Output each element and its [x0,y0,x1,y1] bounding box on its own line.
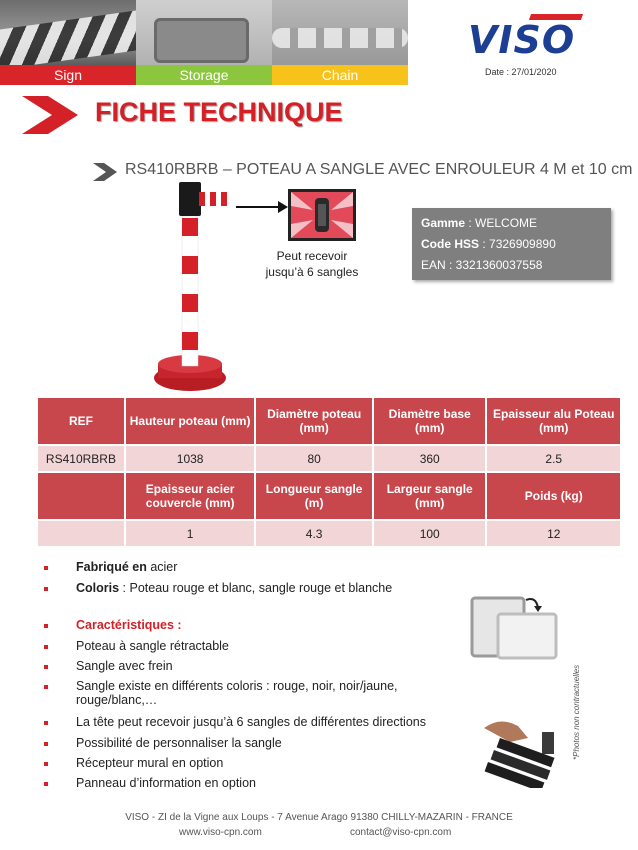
document-date: Date : 27/01/2020 [485,67,557,77]
page-title: FICHE TECHNIQUE [95,97,343,127]
footer-address: VISO - ZI de la Vigne aux Loups - 7 Avenue Arago 91380 CHILLY-MAZARIN - FRANCE [125,812,513,823]
info-panel-image [470,594,560,664]
caption-line: Peut recevoir [276,249,348,263]
table-header-cell: Poids (kg) [486,472,621,520]
chevron-right-icon [22,96,78,134]
table-header-cell: Diamètre base (mm) [373,397,487,445]
table-cell: 12 [486,520,621,547]
feature-list [44,560,434,796]
table-cell: 1 [125,520,255,547]
list-item: Panneau d’information en option [44,776,434,796]
gamme-value: : WELCOME [465,216,538,230]
gamme-label: Gamme [421,216,466,230]
post-head-image [288,189,356,241]
fabrique-value: acier [146,560,178,574]
table-header-cell: Epaisseur acier couvercle (mm) [125,472,255,520]
gamme-line [421,213,602,234]
list-item [44,618,434,639]
table-cell: 360 [373,445,487,472]
table-header-cell: Hauteur poteau (mm) [125,397,255,445]
storage-label: Storage [136,65,272,85]
storage-case-image [154,18,249,63]
chain-image [272,28,408,48]
table-row [37,445,621,472]
storage-tile[interactable] [136,0,272,85]
list-item [44,560,434,581]
coloris-label: Coloris [76,581,120,595]
fabrique-label: Fabriqué en [76,560,147,574]
list-item: Possibilité de personnaliser la sangle [44,736,434,756]
table-cell: 2.5 [486,445,621,472]
arrow-right-icon [236,200,288,214]
chevron-right-icon [93,163,117,181]
table-row [37,520,621,547]
photo-disclaimer: *Photos non contractuelles [572,664,581,760]
list-item: Récepteur mural en option [44,756,434,776]
table-cell: RS410RBRB [37,445,125,472]
table-header-cell: Largeur sangle (mm) [373,472,487,520]
table-header-cell [37,472,125,520]
table-header-cell: Epaisseur alu Poteau (mm) [486,397,621,445]
table-cell: 4.3 [255,520,373,547]
table-header-row [37,472,621,520]
table-header-row [37,397,621,445]
table-cell: 100 [373,520,487,547]
sign-label: Sign [0,65,136,85]
ean-line: EAN : 3321360037558 [421,258,543,272]
caption-line: jusqu’à 6 sangles [265,265,359,279]
chain-label: Chain [272,65,408,85]
head-caption [257,248,367,280]
product-subtitle: RS410RBRB – POTEAU A SANGLE AVEC ENROULEUR 4 M et 10 cm [125,161,633,178]
sign-tile[interactable] [0,0,136,85]
characteristics-title: Caractéristiques : [76,618,182,632]
chain-tile[interactable] [272,0,408,85]
coloris-value: : Poteau rouge et blanc, sangle rouge et blanche [119,581,393,595]
table-header-cell: Longueur sangle (m) [255,472,373,520]
spec-table [36,396,622,548]
hss-line [421,234,602,255]
footer-website-link[interactable]: www.viso-cpn.com [179,827,262,838]
strap-hand-image [480,708,565,788]
table-header-cell: REF [37,397,125,445]
table-cell: 80 [255,445,373,472]
post-image [150,178,230,393]
table-cell: 1038 [125,445,255,472]
list-item [44,581,434,618]
product-info-box [412,208,611,280]
footer-email-link[interactable]: contact@viso-cpn.com [350,827,452,838]
viso-logo: VISO [468,18,576,62]
list-item: La tête peut recevoir jusqu’à 6 sangles de différentes directions [44,715,434,736]
list-item: Poteau à sangle rétractable [44,639,434,659]
hss-value: : 7326909890 [479,237,556,251]
table-header-cell: Diamètre poteau (mm) [255,397,373,445]
road-marking-image [0,10,136,69]
hss-label: Code HSS [421,237,480,251]
category-banner [0,0,408,85]
table-cell [37,520,125,547]
list-item: Sangle avec frein [44,659,434,679]
list-item: Sangle existe en différents coloris : rouge, noir, noir/jaune, rouge/blanc,… [44,679,434,715]
